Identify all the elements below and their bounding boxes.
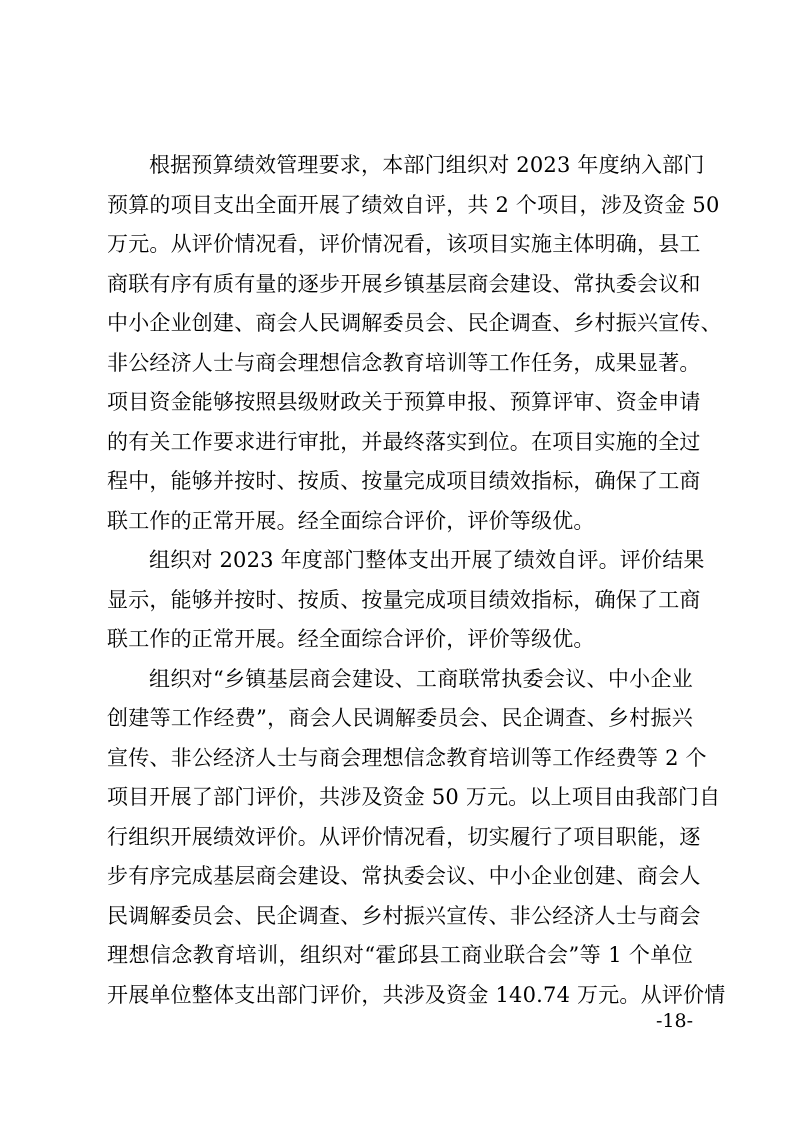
text-line: 项目开展了部门评价，共涉及资金 50 万元。以上项目由我部门自 [107,785,721,809]
text-line: 联工作的正常开展。经全面综合评价，评价等级优。 [107,508,595,533]
paragraph-1 [107,146,722,541]
text-line: 宣传、非公经济人士与商会理想信念教育培训等工作经费等 2 个 [107,745,707,770]
text-line: 非公经济人士与商会理想信念教育培训等工作任务，成果显著。 [107,350,701,375]
text-line: 万元。从评价情况看，评价情况看，该项目实施主体明确，县工 [107,232,701,256]
text-line: 显示，能够并按时、按质、按量完成项目绩效指标，确保了工商 [107,587,701,612]
text-line: 中小企业创建、商会人民调解委员会、民企调查、乡村振兴宣传、 [107,311,722,335]
body-text [107,146,726,1015]
text-line: 创建等工作经费”，商会人民调解委员会、民企调查、乡村振兴 [107,706,693,730]
text-line: 组织对“乡镇基层商会建设、工商联常执委会议、中小企业 [149,666,693,691]
text-line: 行组织开展绩效评价。从评价情况看，切实履行了项目职能，逐 [107,824,701,849]
text-line: 商联有序有质有量的逐步开展乡镇基层商会建设、常执委会议和 [107,271,701,296]
paragraph-2 [107,541,705,660]
text-line: 步有序完成基层商会建设、常执委会议、中小企业创建、商会人 [107,864,701,888]
text-line: 理想信念教育培训，组织对“霍邱县工商业联合会”等 1 个单位 [107,943,693,967]
text-line: 预算的项目支出全面开展了绩效自评，共 2 个项目，涉及资金 50 [107,192,720,217]
text-line: 联工作的正常开展。经全面综合评价，评价等级优。 [107,627,595,651]
text-line: 组织对 2023 年度部门整体支出开展了绩效自评。评价结果 [149,548,705,572]
text-line: 程中，能够并按时、按质、按量完成项目绩效指标，确保了工商 [107,469,701,493]
text-line: 的有关工作要求进行审批，并最终落实到位。在项目实施的全过 [107,429,701,454]
paragraph-3 [107,660,726,1016]
text-line: 项目资金能够按照县级财政关于预算申报、预算评审、资金申请 [107,390,701,414]
page-number: -18- [655,1010,693,1032]
text-line: 开展单位整体支出部门评价，共涉及资金 140.74 万元。从评价情 [107,982,726,1007]
text-line: 民调解委员会、民企调查、乡村振兴宣传、非公经济人士与商会 [107,903,701,928]
text-line: 根据预算绩效管理要求，本部门组织对 2023 年度纳入部门 [149,153,705,177]
